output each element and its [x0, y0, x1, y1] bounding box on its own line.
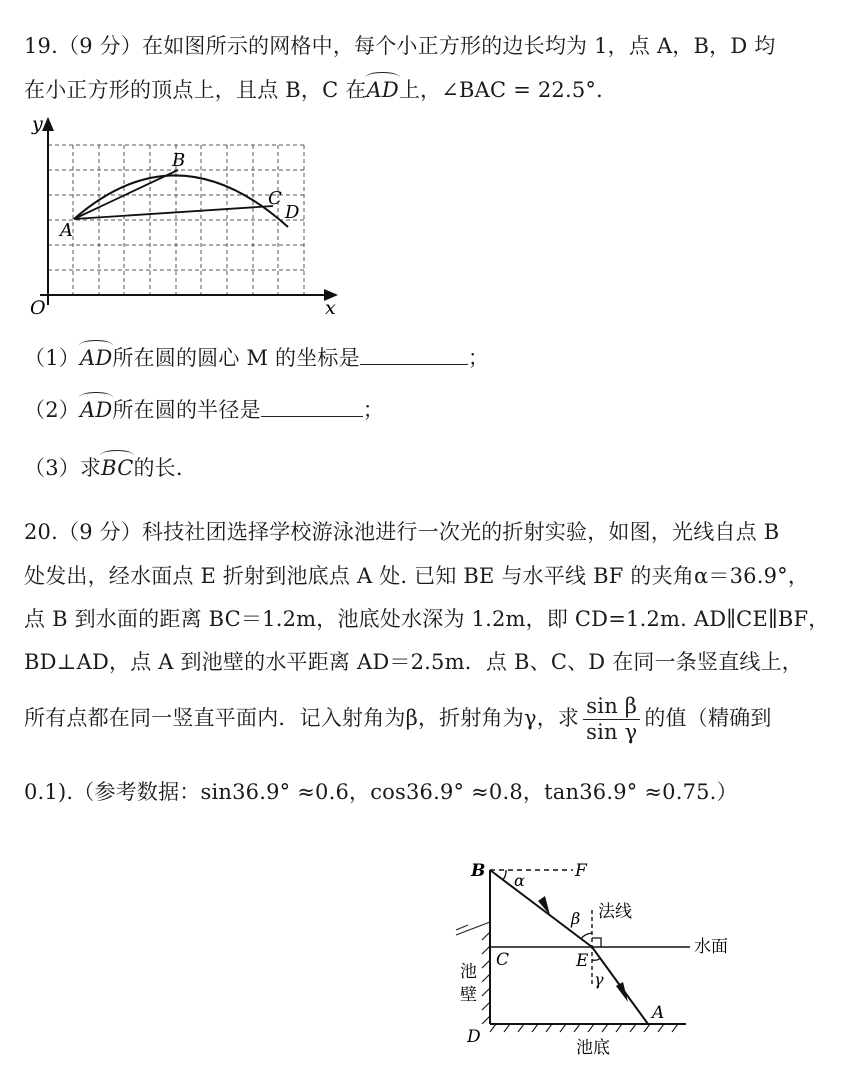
q20-line2: 处发出，经水面点 E 折射到池底点 A 处. 已知 BE 与水平线 BF 的夹角α＝36.9°，: [24, 564, 810, 588]
q19-part1: [24, 342, 489, 372]
arc-ad: [74, 175, 288, 227]
q20-line5-a: 所有点都在同一竖直平面内．记入射角为β，折射角为γ，求: [24, 706, 580, 731]
beta-arc: [581, 933, 592, 939]
gamma-label: γ: [594, 970, 604, 989]
point-a-label: A: [652, 1003, 665, 1023]
arc-ad-label: AD: [366, 78, 399, 102]
part2-arc-label: AD: [79, 398, 113, 422]
q20-line5: [24, 694, 772, 745]
q19-part2: [24, 394, 384, 424]
point-e-label: E: [576, 951, 589, 971]
q19-part3: [24, 452, 183, 482]
q20-line1: 20.（9 分）科技社团选择学校游泳池进行一次光的折射实验，如图，光线自点 B: [24, 520, 780, 544]
floor-hatching: [490, 1024, 678, 1032]
q19-line1: 19.（9 分）在如图所示的网格中，每个小正方形的边长均为 1，点 A，B，D 均: [24, 34, 776, 58]
q20-line4: BD⊥AD，点 A 到池壁的水平距离 AD＝2.5m．点 B、C、D 在同一条竖直线上，: [24, 650, 804, 674]
point-a-label: A: [60, 220, 73, 241]
part3-number: （3）求: [24, 456, 102, 480]
point-f-label: F: [575, 861, 587, 881]
part1-text: 所在圆的圆心 M 的坐标是: [112, 346, 360, 370]
point-b-label: B: [172, 150, 186, 171]
alpha-label: α: [514, 871, 525, 890]
pool-bottom-label: 池底: [576, 1038, 610, 1058]
part1-answer-blank[interactable]: [360, 346, 468, 365]
part2-text: 所在圆的半径是: [112, 398, 261, 422]
q20-line6: 0.1).（参考数据：sin36.9° ≈0.6，cos36.9° ≈0.8，tan36.9° ≈0.75.）: [24, 780, 738, 804]
part1-end: ；: [467, 346, 490, 370]
fraction-numerator: sin β: [583, 694, 640, 720]
gamma-arc: [592, 958, 600, 960]
normal-label: 法线: [598, 902, 632, 922]
ray-arrow-2: [616, 982, 628, 1002]
wall-label-2: 壁: [460, 985, 477, 1005]
x-label: x: [325, 297, 336, 319]
part1-arc-label: AD: [79, 346, 113, 370]
point-c-label: C: [496, 950, 510, 970]
q20-line5-b: 的值（精确到: [644, 706, 772, 731]
part3-text: 的长.: [133, 456, 183, 480]
wall-label-1: 池: [460, 962, 477, 982]
beta-label: β: [571, 909, 581, 928]
part2-end: ；: [362, 398, 384, 422]
point-d-label: D: [467, 1027, 481, 1047]
water-surface-label: 水面: [694, 937, 728, 957]
q19-line2-b: 上，∠BAC = 22.5°．: [398, 78, 618, 102]
fraction-denominator: sin γ: [586, 720, 638, 745]
y-axis-arrow: [42, 117, 54, 131]
part1-number: （1）: [24, 346, 80, 370]
part3-arc-label: BC: [101, 456, 134, 480]
point-c-label: C: [268, 188, 282, 209]
origin-label: O: [30, 297, 46, 319]
right-angle-marker: [592, 938, 601, 947]
part2-answer-blank[interactable]: [261, 398, 363, 417]
q19-line2-a: 在小正方形的顶点上，且点 B，C 在: [24, 78, 367, 102]
y-label: y: [32, 113, 43, 135]
segment-ac: [74, 206, 273, 219]
ray-arrow-1: [538, 896, 550, 915]
point-b-label: B: [471, 861, 486, 881]
q20-line3: 点 B 到水面的距离 BC＝1.2m，池底处水深为 1.2m，即 CD=1.2m. AD∥CE∥BF，: [24, 607, 830, 631]
q19-figure: [20, 110, 350, 320]
point-d-label: D: [285, 202, 300, 223]
q20-figure: [440, 845, 770, 1060]
part2-number: （2）: [24, 398, 80, 422]
sin-ratio-fraction: [583, 694, 640, 745]
q19-line2: [24, 74, 617, 104]
